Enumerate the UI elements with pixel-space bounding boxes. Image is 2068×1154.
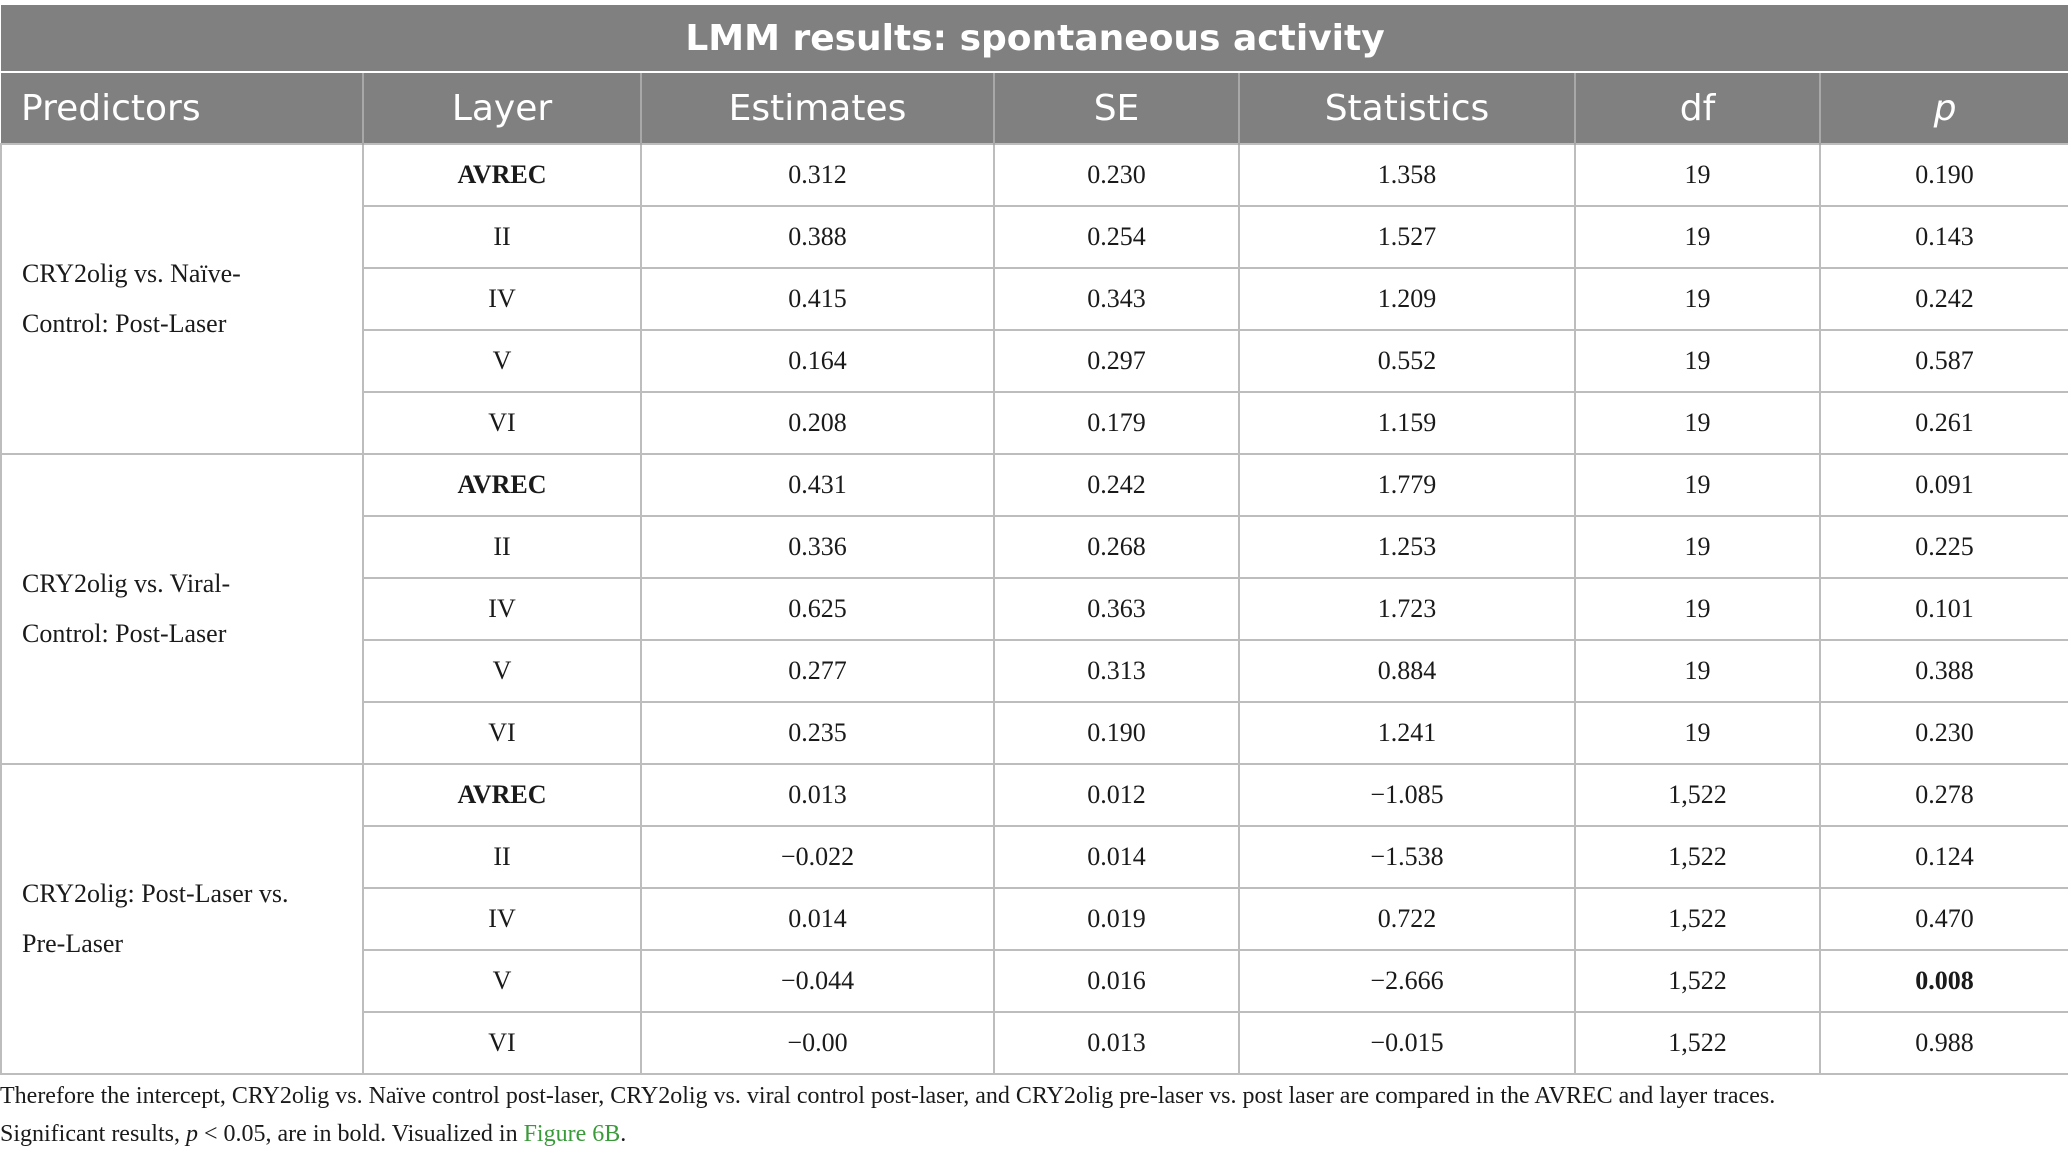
estimate-cell: 0.013	[641, 764, 994, 826]
statistic-cell: 1.779	[1239, 454, 1575, 516]
df-cell: 1,522	[1575, 826, 1820, 888]
estimate-cell: 0.208	[641, 392, 994, 454]
se-cell: 0.190	[994, 702, 1239, 764]
layer-cell: VI	[363, 702, 641, 764]
layer-cell: V	[363, 950, 641, 1012]
lmm-results-table	[0, 5, 2068, 1075]
estimate-cell: 0.336	[641, 516, 994, 578]
statistic-cell: −2.666	[1239, 950, 1575, 1012]
statistic-cell: 1.209	[1239, 268, 1575, 330]
se-cell: 0.179	[994, 392, 1239, 454]
layer-cell: V	[363, 330, 641, 392]
df-cell: 1,522	[1575, 888, 1820, 950]
statistic-cell: 0.552	[1239, 330, 1575, 392]
se-cell: 0.016	[994, 950, 1239, 1012]
se-cell: 0.343	[994, 268, 1239, 330]
predictor-line: Control: Post-Laser	[22, 309, 227, 338]
estimate-cell: −0.044	[641, 950, 994, 1012]
layer-cell: VI	[363, 1012, 641, 1074]
se-cell: 0.019	[994, 888, 1239, 950]
p-cell: 0.143	[1820, 206, 2068, 268]
header-layer: Layer	[363, 72, 641, 144]
p-cell: 0.190	[1820, 144, 2068, 206]
estimate-cell: 0.388	[641, 206, 994, 268]
p-cell: 0.388	[1820, 640, 2068, 702]
statistic-cell: 1.253	[1239, 516, 1575, 578]
estimate-cell: 0.014	[641, 888, 994, 950]
layer-cell: AVREC	[363, 144, 641, 206]
estimate-cell: 0.277	[641, 640, 994, 702]
p-cell: 0.008	[1820, 950, 2068, 1012]
footnote-p-symbol: p	[185, 1121, 198, 1147]
df-cell: 19	[1575, 516, 1820, 578]
df-cell: 19	[1575, 578, 1820, 640]
predictor-line: CRY2olig vs. Viral-	[22, 569, 231, 598]
se-cell: 0.012	[994, 764, 1239, 826]
table-title: LMM results: spontaneous activity	[1, 5, 2068, 72]
layer-cell: II	[363, 206, 641, 268]
layer-cell: V	[363, 640, 641, 702]
statistic-cell: 1.159	[1239, 392, 1575, 454]
table-row	[1, 764, 2068, 826]
df-cell: 19	[1575, 454, 1820, 516]
p-cell: 0.470	[1820, 888, 2068, 950]
footnote-line-1: Therefore the intercept, CRY2olig vs. Naïve control post-laser, CRY2olig vs. viral control post-laser, and CRY2olig pre-laser vs. post laser are compared in the AVREC and layer traces.	[0, 1083, 1776, 1109]
header-se: SE	[994, 72, 1239, 144]
df-cell: 19	[1575, 330, 1820, 392]
figure-6b-link[interactable]: Figure 6B	[523, 1121, 621, 1147]
header-predictors: Predictors	[1, 72, 363, 144]
df-cell: 1,522	[1575, 764, 1820, 826]
p-cell: 0.587	[1820, 330, 2068, 392]
p-cell: 0.091	[1820, 454, 2068, 516]
layer-cell: IV	[363, 888, 641, 950]
se-cell: 0.268	[994, 516, 1239, 578]
estimate-cell: −0.00	[641, 1012, 994, 1074]
p-cell: 0.988	[1820, 1012, 2068, 1074]
df-cell: 1,522	[1575, 950, 1820, 1012]
se-cell: 0.013	[994, 1012, 1239, 1074]
statistic-cell: −0.015	[1239, 1012, 1575, 1074]
table-row	[1, 144, 2068, 206]
statistic-cell: 0.722	[1239, 888, 1575, 950]
statistic-cell: −1.538	[1239, 826, 1575, 888]
se-cell: 0.313	[994, 640, 1239, 702]
df-cell: 19	[1575, 392, 1820, 454]
p-cell: 0.230	[1820, 702, 2068, 764]
predictor-cell	[1, 454, 363, 764]
predictor-line: CRY2olig: Post-Laser vs.	[22, 879, 289, 908]
df-cell: 1,522	[1575, 1012, 1820, 1074]
layer-cell: AVREC	[363, 454, 641, 516]
statistic-cell: 1.527	[1239, 206, 1575, 268]
layer-cell: IV	[363, 268, 641, 330]
se-cell: 0.014	[994, 826, 1239, 888]
header-df: df	[1575, 72, 1820, 144]
predictor-line: CRY2olig vs. Naïve-	[22, 259, 241, 288]
layer-cell: AVREC	[363, 764, 641, 826]
footnote-text-mid: < 0.05, are in bold. Visualized in	[197, 1121, 524, 1147]
header-p: p	[1820, 72, 2068, 144]
p-cell: 0.124	[1820, 826, 2068, 888]
predictor-line: Pre-Laser	[22, 929, 124, 958]
estimate-cell: 0.164	[641, 330, 994, 392]
statistic-cell: −1.085	[1239, 764, 1575, 826]
header-row	[1, 72, 2068, 144]
se-cell: 0.297	[994, 330, 1239, 392]
table-body	[1, 144, 2068, 1074]
estimate-cell: 0.431	[641, 454, 994, 516]
se-cell: 0.230	[994, 144, 1239, 206]
df-cell: 19	[1575, 268, 1820, 330]
predictor-cell	[1, 764, 363, 1074]
layer-cell: II	[363, 516, 641, 578]
footnote-line-2	[0, 1115, 2060, 1153]
estimate-cell: 0.312	[641, 144, 994, 206]
footnote-text-end: .	[620, 1121, 627, 1147]
estimate-cell: 0.415	[641, 268, 994, 330]
header-estimates: Estimates	[641, 72, 994, 144]
predictor-line: Control: Post-Laser	[22, 619, 227, 648]
p-cell: 0.278	[1820, 764, 2068, 826]
header-statistics: Statistics	[1239, 72, 1575, 144]
statistic-cell: 1.358	[1239, 144, 1575, 206]
se-cell: 0.242	[994, 454, 1239, 516]
p-cell: 0.261	[1820, 392, 2068, 454]
se-cell: 0.254	[994, 206, 1239, 268]
se-cell: 0.363	[994, 578, 1239, 640]
footnote-text-start: Significant results,	[0, 1121, 186, 1147]
df-cell: 19	[1575, 702, 1820, 764]
layer-cell: IV	[363, 578, 641, 640]
results-table-container	[0, 5, 2068, 1075]
df-cell: 19	[1575, 640, 1820, 702]
statistic-cell: 0.884	[1239, 640, 1575, 702]
df-cell: 19	[1575, 206, 1820, 268]
layer-cell: II	[363, 826, 641, 888]
table-row	[1, 454, 2068, 516]
p-cell: 0.101	[1820, 578, 2068, 640]
df-cell: 19	[1575, 144, 1820, 206]
layer-cell: VI	[363, 392, 641, 454]
estimate-cell: 0.625	[641, 578, 994, 640]
estimate-cell: 0.235	[641, 702, 994, 764]
estimate-cell: −0.022	[641, 826, 994, 888]
statistic-cell: 1.241	[1239, 702, 1575, 764]
statistic-cell: 1.723	[1239, 578, 1575, 640]
p-cell: 0.242	[1820, 268, 2068, 330]
p-cell: 0.225	[1820, 516, 2068, 578]
table-footnote	[0, 1077, 2060, 1153]
predictor-cell	[1, 144, 363, 454]
